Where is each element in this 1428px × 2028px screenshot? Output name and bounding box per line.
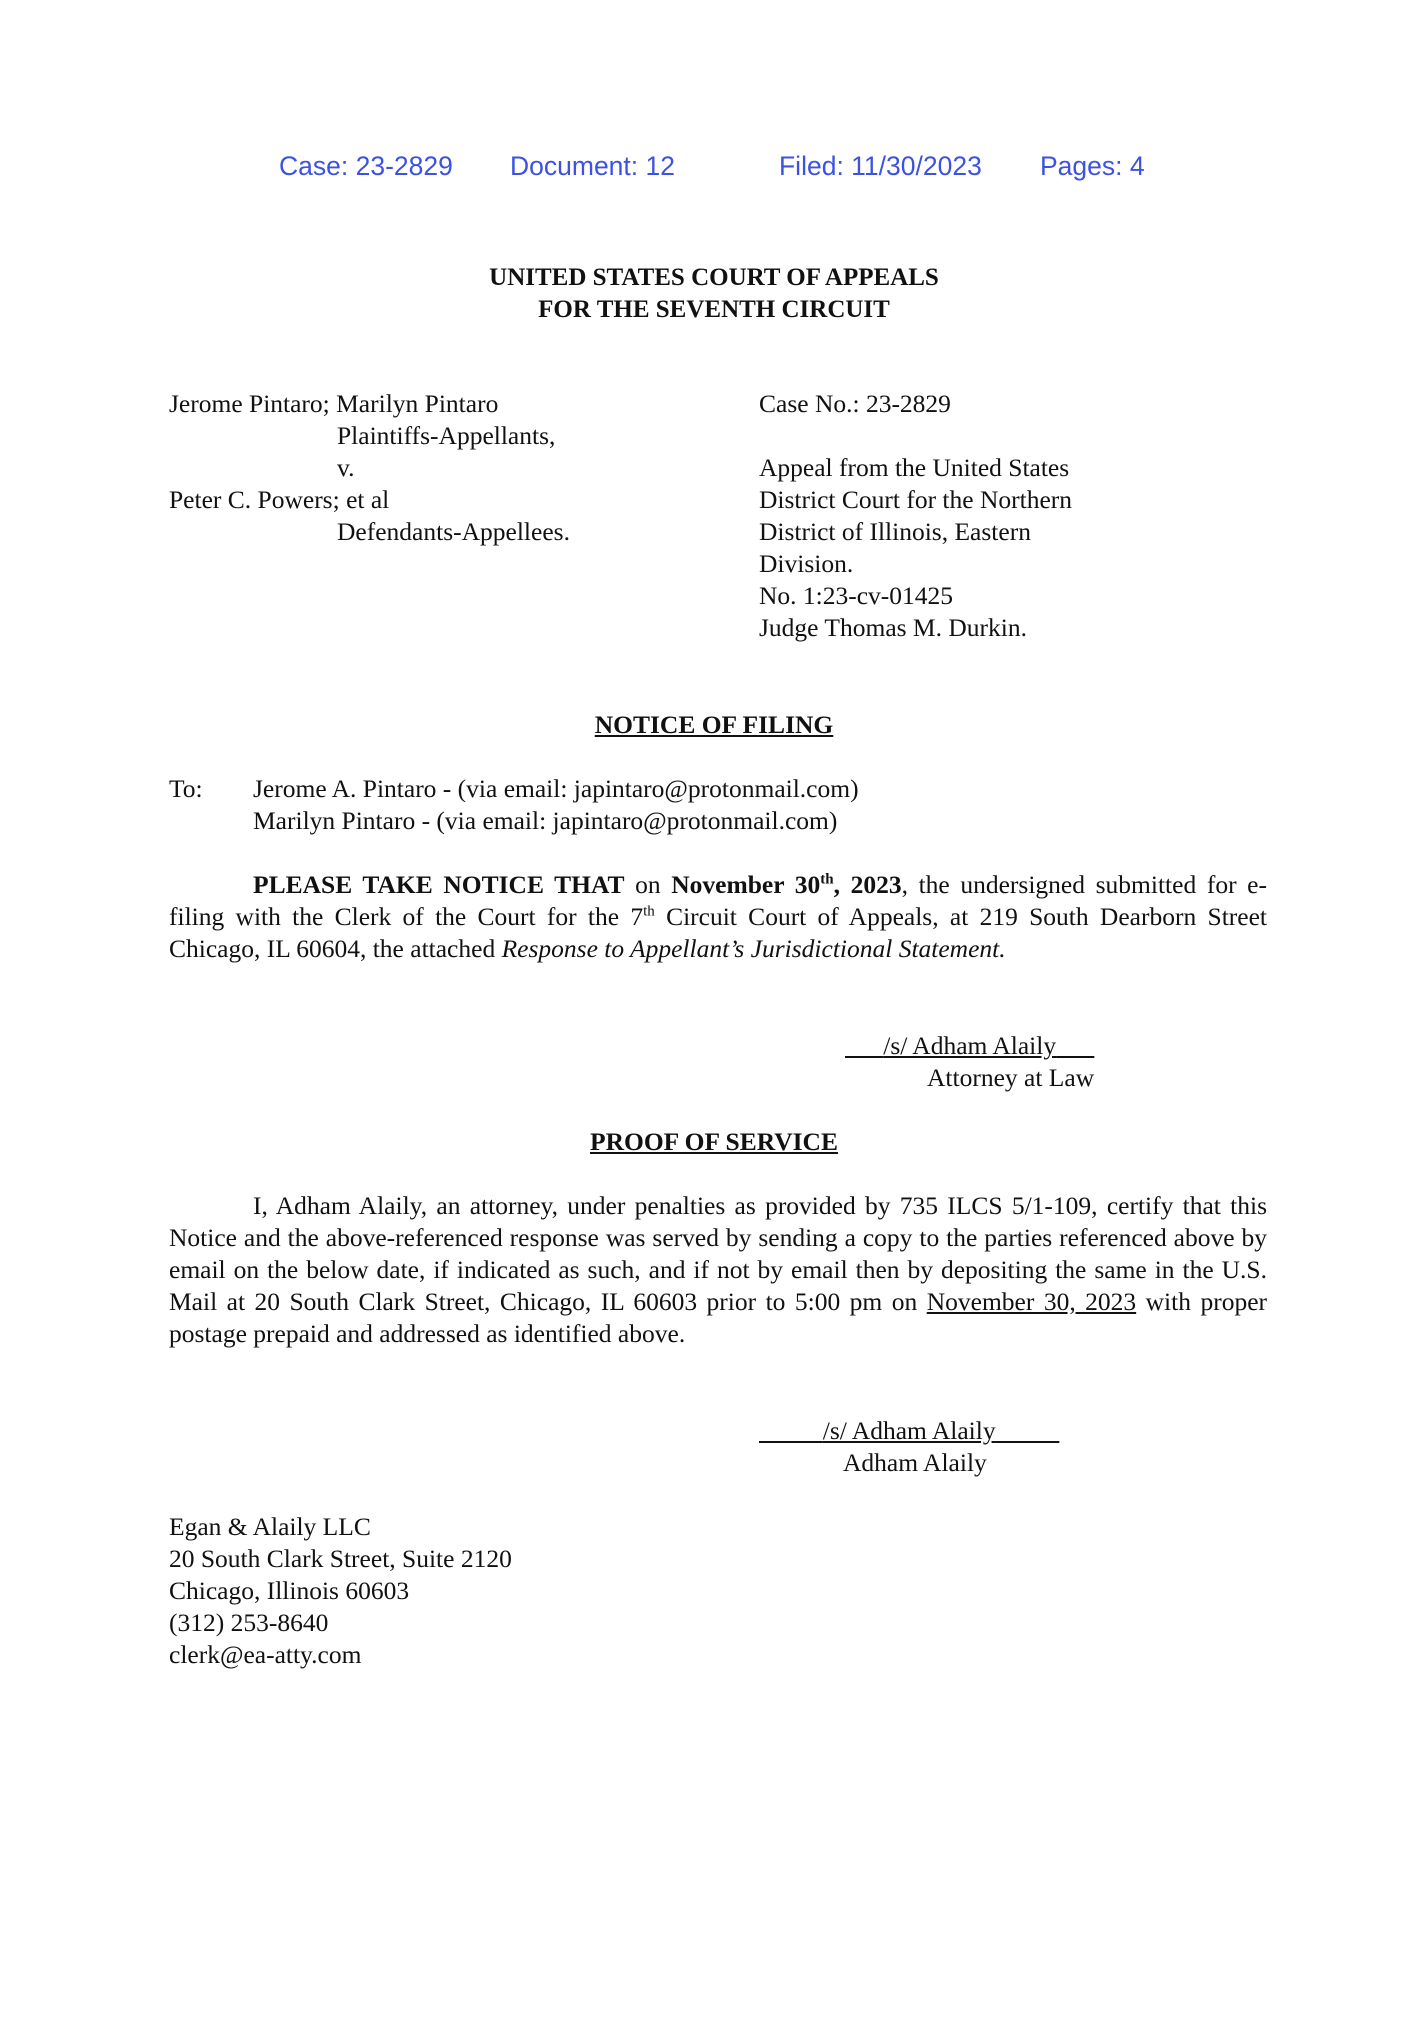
stamp-document: Document: 12 <box>510 151 675 181</box>
stamp-filed: Filed: 11/30/2023 <box>779 151 982 181</box>
stamp-case: Case: 23-2829 <box>279 151 453 181</box>
court-title-line-2: FOR THE SEVENTH CIRCUIT <box>538 296 890 323</box>
notice-text-2: Circuit Court of Appeals, at 219 South Dearborn Street Chicago, IL 60604, the attached <box>169 902 1267 963</box>
notice-text-1: , the undersigned submitted for e-filing with the Clerk of the Court for the 7 <box>169 870 1267 931</box>
appeal-line: Judge Thomas M. Durkin. <box>759 613 1027 642</box>
notice-heading: NOTICE OF FILING <box>594 710 834 739</box>
court-title <box>0 262 1428 326</box>
firm-email: clerk@ea-atty.com <box>169 1640 362 1669</box>
recipient-1: Jerome A. Pintaro - (via email: japintaro@protonmail.com) <box>253 774 859 803</box>
recipient-2: Marilyn Pintaro - (via email: japintaro@protonmail.com) <box>253 806 838 835</box>
caption-versus: v. <box>337 453 355 482</box>
proof-text-end: with proper postage prepaid and addressed as identified above. <box>169 1287 1267 1348</box>
caption-case-number: Case No.: 23-2829 <box>759 389 951 418</box>
caption-plaintiffs: Jerome Pintaro; Marilyn Pintaro <box>169 389 499 418</box>
caption-plaintiffs-role: Plaintiffs-Appellants, <box>337 421 556 450</box>
proof-signer-name: Adham Alaily <box>843 1448 987 1477</box>
firm-block <box>169 1511 512 1671</box>
to-label: To: <box>169 774 203 803</box>
notice-on: on <box>624 870 672 899</box>
firm-phone: (312) 253-8640 <box>169 1608 329 1637</box>
court-title-line-1: UNITED STATES COURT OF APPEALS <box>489 264 939 291</box>
caption-defendants: Peter C. Powers; et al <box>169 485 390 514</box>
appeal-line: Appeal from the United States <box>759 453 1070 482</box>
appeal-line: Division. <box>759 549 854 578</box>
proof-heading: PROOF OF SERVICE <box>590 1127 838 1156</box>
appeal-line: No. 1:23-cv-01425 <box>759 581 954 610</box>
attorney-signature: /s/ Adham Alaily <box>883 1031 1057 1060</box>
proof-text: I, Adham Alaily, an attorney, under penalties as provided by 735 ILCS 5/1-109, certify that this Notice and the above-referenced response was served by sending a copy to the parties referenced above by email on the below date, if indicated as such, and if not by email then by depositing the same in the U.S. Mail at 20 South Clark Street, Chicago, IL 60603 prior to 5:00 pm on <box>169 1191 1267 1316</box>
stamp-pages: Pages: 4 <box>1040 151 1145 181</box>
firm-street: 20 South Clark Street, Suite 2120 <box>169 1544 512 1573</box>
appeal-line: District Court for the Northern <box>759 485 1073 514</box>
proof-date: November 30, 2023 <box>926 1287 1137 1316</box>
appeal-line: District of Illinois, Eastern <box>759 517 1031 546</box>
caption-defendants-role: Defendants-Appellees. <box>337 517 570 546</box>
proof-signature: /s/ Adham Alaily <box>822 1416 996 1445</box>
notice-lead: PLEASE TAKE NOTICE THAT <box>253 870 625 899</box>
firm-name: Egan & Alaily LLC <box>169 1512 371 1541</box>
recipient-list <box>253 773 859 837</box>
notice-sup-th: th <box>643 903 655 920</box>
caption-appeal-block <box>759 452 1072 644</box>
attorney-title: Attorney at Law <box>927 1063 1095 1092</box>
notice-document-title: Response to Appellant’s Jurisdictional Statement. <box>501 934 1006 963</box>
notice-paragraph <box>169 869 1267 965</box>
firm-city: Chicago, Illinois 60603 <box>169 1576 410 1605</box>
proof-paragraph <box>169 1190 1267 1350</box>
notice-date: November 30th, 2023 <box>671 870 902 899</box>
